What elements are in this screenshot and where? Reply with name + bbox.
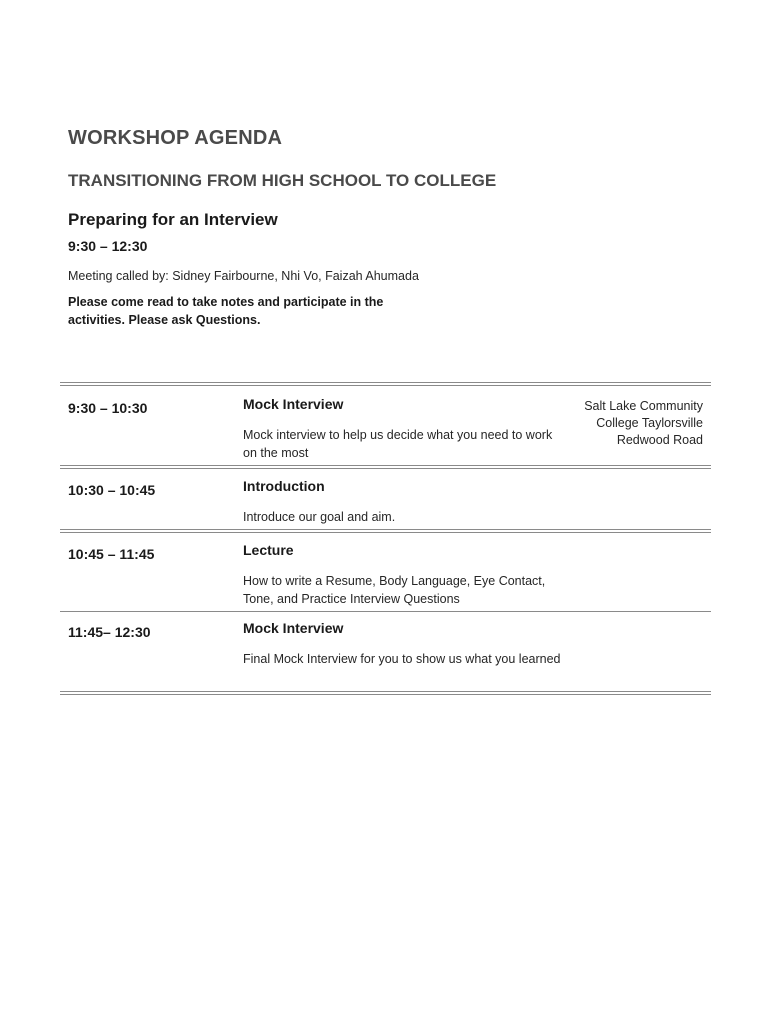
agenda-time: 11:45– 12:30 <box>68 624 151 640</box>
agenda-topic: Mock Interview <box>243 396 344 412</box>
session-time: 9:30 – 12:30 <box>68 238 148 254</box>
meeting-called-by: Meeting called by: Sidney Fairbourne, Nhi Vo, Faizah Ahumada <box>68 269 419 283</box>
agenda-location: Salt Lake Community College Taylorsville Redwood Road <box>584 399 703 447</box>
agenda-description: Mock interview to help us decide what you need to work on the most <box>243 428 553 460</box>
agenda-topic: Lecture <box>243 542 294 558</box>
agenda-row-4 <box>60 612 711 691</box>
session-title: Preparing for an Interview <box>68 210 278 229</box>
agenda-topic: Mock Interview <box>243 620 344 636</box>
agenda-row-1 <box>60 386 711 465</box>
agenda-description: How to write a Resume, Body Language, Eye Contact, Tone, and Practice Interview Questions <box>243 574 546 606</box>
agenda-description: Introduce our goal and aim. <box>243 510 396 524</box>
agenda-row-2 <box>60 469 711 529</box>
attendee-note: Please come read to take notes and participate in the activities. Please ask Questions. <box>68 295 384 327</box>
document-subtitle: TRANSITIONING FROM HIGH SCHOOL TO COLLEGE <box>68 171 497 190</box>
agenda-description: Final Mock Interview for you to show us what you learned <box>243 652 561 666</box>
agenda-time: 10:45 – 11:45 <box>68 546 155 562</box>
agenda-time: 9:30 – 10:30 <box>68 400 148 416</box>
agenda-topic: Introduction <box>243 478 325 494</box>
agenda-row-3 <box>60 533 711 611</box>
agenda-time: 10:30 – 10:45 <box>68 482 156 498</box>
document-title: WORKSHOP AGENDA <box>68 127 283 149</box>
table-bottom-rule <box>60 691 711 695</box>
agenda-table <box>60 382 711 695</box>
